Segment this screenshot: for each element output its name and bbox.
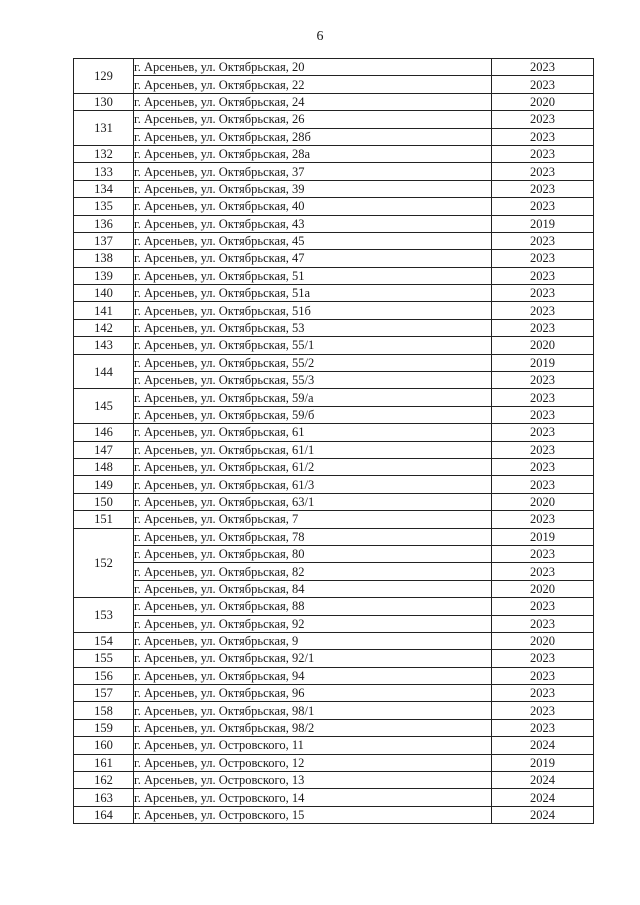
year-cell: 2023 xyxy=(492,424,594,441)
address-cell: г. Арсеньев, ул. Октябрьская, 55/2 xyxy=(134,354,492,371)
table-row xyxy=(74,667,594,684)
year-cell: 2023 xyxy=(492,59,594,76)
row-number: 150 xyxy=(74,493,134,510)
row-number: 160 xyxy=(74,737,134,754)
row-number: 152 xyxy=(74,528,134,598)
table-row xyxy=(74,285,594,302)
year-cell: 2019 xyxy=(492,754,594,771)
address-cell: г. Арсеньев, ул. Октябрьская, 59/а xyxy=(134,389,492,406)
address-cell: г. Арсеньев, ул. Островского, 11 xyxy=(134,737,492,754)
address-cell: г. Арсеньев, ул. Октябрьская, 28б xyxy=(134,128,492,145)
row-number: 143 xyxy=(74,337,134,354)
year-cell: 2023 xyxy=(492,250,594,267)
row-number: 161 xyxy=(74,754,134,771)
year-cell: 2023 xyxy=(492,319,594,336)
table-row xyxy=(74,598,594,615)
year-cell: 2023 xyxy=(492,372,594,389)
address-cell: г. Арсеньев, ул. Островского, 13 xyxy=(134,772,492,789)
row-number: 142 xyxy=(74,319,134,336)
address-cell: г. Арсеньев, ул. Островского, 12 xyxy=(134,754,492,771)
table-row xyxy=(74,650,594,667)
address-cell: г. Арсеньев, ул. Октябрьская, 94 xyxy=(134,667,492,684)
table-row xyxy=(74,424,594,441)
address-cell: г. Арсеньев, ул. Октябрьская, 78 xyxy=(134,528,492,545)
table-row xyxy=(74,354,594,371)
address-cell: г. Арсеньев, ул. Октябрьская, 51б xyxy=(134,302,492,319)
row-number: 154 xyxy=(74,632,134,649)
address-cell: г. Арсеньев, ул. Октябрьская, 20 xyxy=(134,59,492,76)
table-row xyxy=(74,250,594,267)
year-cell: 2023 xyxy=(492,198,594,215)
table-row xyxy=(74,76,594,93)
table-row xyxy=(74,615,594,632)
table-row xyxy=(74,406,594,423)
year-cell: 2023 xyxy=(492,685,594,702)
row-number: 158 xyxy=(74,702,134,719)
table-row xyxy=(74,545,594,562)
year-cell: 2023 xyxy=(492,650,594,667)
row-number: 129 xyxy=(74,59,134,94)
year-cell: 2023 xyxy=(492,180,594,197)
table-row xyxy=(74,145,594,162)
address-cell: г. Арсеньев, ул. Октябрьская, 88 xyxy=(134,598,492,615)
year-cell: 2023 xyxy=(492,406,594,423)
address-cell: г. Арсеньев, ул. Октябрьская, 7 xyxy=(134,511,492,528)
address-cell: г. Арсеньев, ул. Октябрьская, 22 xyxy=(134,76,492,93)
year-cell: 2023 xyxy=(492,389,594,406)
row-number: 139 xyxy=(74,267,134,284)
address-cell: г. Арсеньев, ул. Островского, 14 xyxy=(134,789,492,806)
year-cell: 2023 xyxy=(492,702,594,719)
year-cell: 2019 xyxy=(492,354,594,371)
year-cell: 2019 xyxy=(492,528,594,545)
table-row xyxy=(74,580,594,597)
table-row xyxy=(74,719,594,736)
row-number: 164 xyxy=(74,806,134,823)
year-cell: 2023 xyxy=(492,511,594,528)
year-cell: 2020 xyxy=(492,632,594,649)
address-cell: г. Арсеньев, ул. Октябрьская, 40 xyxy=(134,198,492,215)
year-cell: 2023 xyxy=(492,458,594,475)
page-number: 6 xyxy=(316,29,324,44)
year-cell: 2023 xyxy=(492,563,594,580)
year-cell: 2023 xyxy=(492,285,594,302)
table-body xyxy=(74,59,594,824)
table-row xyxy=(74,337,594,354)
year-cell: 2023 xyxy=(492,476,594,493)
row-number: 147 xyxy=(74,441,134,458)
address-cell: г. Арсеньев, ул. Октябрьская, 9 xyxy=(134,632,492,649)
row-number: 149 xyxy=(74,476,134,493)
year-cell: 2023 xyxy=(492,128,594,145)
address-cell: г. Арсеньев, ул. Октябрьская, 53 xyxy=(134,319,492,336)
table-row xyxy=(74,267,594,284)
table-row xyxy=(74,163,594,180)
table-row xyxy=(74,493,594,510)
address-cell: г. Арсеньев, ул. Октябрьская, 26 xyxy=(134,111,492,128)
address-cell: г. Арсеньев, ул. Октябрьская, 98/1 xyxy=(134,702,492,719)
table-row xyxy=(74,806,594,823)
year-cell: 2023 xyxy=(492,719,594,736)
row-number: 163 xyxy=(74,789,134,806)
row-number: 148 xyxy=(74,458,134,475)
table-row xyxy=(74,685,594,702)
table-row xyxy=(74,319,594,336)
row-number: 156 xyxy=(74,667,134,684)
row-number: 155 xyxy=(74,650,134,667)
year-cell: 2020 xyxy=(492,580,594,597)
table-row xyxy=(74,302,594,319)
year-cell: 2023 xyxy=(492,267,594,284)
row-number: 159 xyxy=(74,719,134,736)
year-cell: 2023 xyxy=(492,615,594,632)
row-number: 162 xyxy=(74,772,134,789)
address-cell: г. Арсеньев, ул. Октябрьская, 55/1 xyxy=(134,337,492,354)
table-row xyxy=(74,511,594,528)
address-cell: г. Арсеньев, ул. Октябрьская, 63/1 xyxy=(134,493,492,510)
row-number: 131 xyxy=(74,111,134,146)
address-cell: г. Арсеньев, ул. Октябрьская, 51а xyxy=(134,285,492,302)
year-cell: 2020 xyxy=(492,93,594,110)
address-cell: г. Арсеньев, ул. Октябрьская, 24 xyxy=(134,93,492,110)
row-number: 141 xyxy=(74,302,134,319)
year-cell: 2024 xyxy=(492,806,594,823)
address-cell: г. Арсеньев, ул. Октябрьская, 98/2 xyxy=(134,719,492,736)
table-row xyxy=(74,772,594,789)
row-number: 144 xyxy=(74,354,134,389)
year-cell: 2023 xyxy=(492,145,594,162)
table-row xyxy=(74,563,594,580)
table-row xyxy=(74,59,594,76)
address-cell: г. Арсеньев, ул. Октябрьская, 39 xyxy=(134,180,492,197)
table-row xyxy=(74,458,594,475)
year-cell: 2024 xyxy=(492,772,594,789)
address-cell: г. Арсеньев, ул. Октябрьская, 37 xyxy=(134,163,492,180)
address-cell: г. Арсеньев, ул. Октябрьская, 92/1 xyxy=(134,650,492,667)
row-number: 138 xyxy=(74,250,134,267)
row-number: 130 xyxy=(74,93,134,110)
table-row xyxy=(74,128,594,145)
address-cell: г. Арсеньев, ул. Октябрьская, 61/3 xyxy=(134,476,492,493)
row-number: 137 xyxy=(74,232,134,249)
year-cell: 2023 xyxy=(492,302,594,319)
year-cell: 2023 xyxy=(492,163,594,180)
table-row xyxy=(74,476,594,493)
address-cell: г. Арсеньев, ул. Октябрьская, 96 xyxy=(134,685,492,702)
address-cell: г. Арсеньев, ул. Октябрьская, 45 xyxy=(134,232,492,249)
row-number: 132 xyxy=(74,145,134,162)
year-cell: 2023 xyxy=(492,667,594,684)
year-cell: 2019 xyxy=(492,215,594,232)
address-cell: г. Арсеньев, ул. Октябрьская, 61 xyxy=(134,424,492,441)
address-cell: г. Арсеньев, ул. Октябрьская, 47 xyxy=(134,250,492,267)
row-number: 145 xyxy=(74,389,134,424)
row-number: 133 xyxy=(74,163,134,180)
year-cell: 2020 xyxy=(492,337,594,354)
table-row xyxy=(74,198,594,215)
row-number: 136 xyxy=(74,215,134,232)
year-cell: 2023 xyxy=(492,111,594,128)
table-row xyxy=(74,372,594,389)
year-cell: 2024 xyxy=(492,737,594,754)
table-row xyxy=(74,232,594,249)
address-cell: г. Арсеньев, ул. Октябрьская, 84 xyxy=(134,580,492,597)
table-row xyxy=(74,789,594,806)
table-row xyxy=(74,111,594,128)
table-row xyxy=(74,528,594,545)
year-cell: 2023 xyxy=(492,441,594,458)
row-number: 157 xyxy=(74,685,134,702)
row-number: 151 xyxy=(74,511,134,528)
address-cell: г. Арсеньев, ул. Октябрьская, 80 xyxy=(134,545,492,562)
address-cell: г. Арсеньев, ул. Октябрьская, 61/1 xyxy=(134,441,492,458)
address-cell: г. Арсеньев, ул. Октябрьская, 43 xyxy=(134,215,492,232)
year-cell: 2024 xyxy=(492,789,594,806)
table-row xyxy=(74,93,594,110)
address-cell: г. Арсеньев, ул. Островского, 15 xyxy=(134,806,492,823)
year-cell: 2020 xyxy=(492,493,594,510)
year-cell: 2023 xyxy=(492,598,594,615)
address-table xyxy=(73,58,594,824)
row-number: 153 xyxy=(74,598,134,633)
table-row xyxy=(74,702,594,719)
address-cell: г. Арсеньев, ул. Октябрьская, 92 xyxy=(134,615,492,632)
table-row xyxy=(74,389,594,406)
year-cell: 2023 xyxy=(492,232,594,249)
row-number: 140 xyxy=(74,285,134,302)
table-row xyxy=(74,441,594,458)
table-row xyxy=(74,215,594,232)
row-number: 146 xyxy=(74,424,134,441)
address-cell: г. Арсеньев, ул. Октябрьская, 59/б xyxy=(134,406,492,423)
address-cell: г. Арсеньев, ул. Октябрьская, 51 xyxy=(134,267,492,284)
address-cell: г. Арсеньев, ул. Октябрьская, 82 xyxy=(134,563,492,580)
row-number: 135 xyxy=(74,198,134,215)
table-row xyxy=(74,737,594,754)
table-row xyxy=(74,754,594,771)
year-cell: 2023 xyxy=(492,76,594,93)
table-row xyxy=(74,632,594,649)
row-number: 134 xyxy=(74,180,134,197)
address-cell: г. Арсеньев, ул. Октябрьская, 55/3 xyxy=(134,372,492,389)
year-cell: 2023 xyxy=(492,545,594,562)
address-cell: г. Арсеньев, ул. Октябрьская, 28а xyxy=(134,145,492,162)
address-cell: г. Арсеньев, ул. Октябрьская, 61/2 xyxy=(134,458,492,475)
table-row xyxy=(74,180,594,197)
